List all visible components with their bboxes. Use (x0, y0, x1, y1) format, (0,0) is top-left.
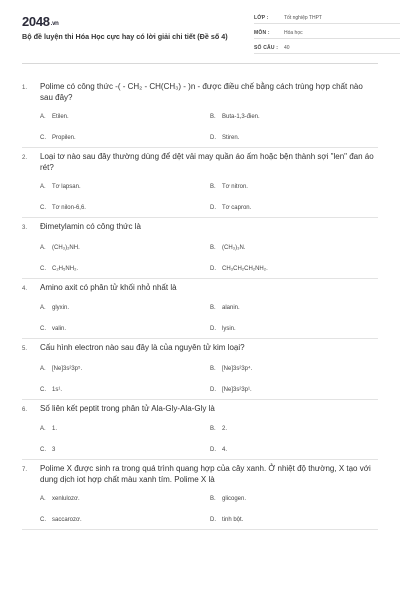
question-number: 5. (22, 346, 28, 352)
option-text: 4. (222, 447, 228, 453)
option-letter: A. (40, 496, 46, 502)
option-text: Propilen. (52, 135, 76, 141)
option-letter: A. (40, 365, 46, 372)
option-text: [Ne]3s²3p⁴. (222, 365, 253, 372)
option-letter: C. (40, 135, 46, 141)
option-letter: B. (210, 114, 216, 120)
option-text: [Ne]3s²3p¹. (222, 386, 252, 393)
question-text: Đimetylamin có công thức là (40, 222, 141, 231)
option-text: tinh bột. (222, 517, 244, 523)
option-text: Etilen. (52, 114, 69, 120)
answer-options (22, 183, 378, 212)
option-letter: D. (210, 265, 216, 272)
answer-option[interactable] (209, 495, 378, 503)
answer-options (22, 244, 378, 273)
answer-option[interactable] (40, 204, 209, 212)
site-logo[interactable] (22, 14, 59, 29)
option-letter: D. (210, 386, 216, 393)
meta-value: Hóa học (284, 29, 303, 36)
question-item (22, 218, 378, 279)
option-letter: D. (210, 326, 216, 332)
option-text: glicogen. (222, 496, 247, 502)
answer-option[interactable] (209, 446, 378, 454)
answer-option[interactable] (209, 516, 378, 524)
question-text: Loại tơ nào sau đây thường dùng để dệt vải may quần áo ấm hoặc bện thành sợi "len" đan áo rét? (40, 152, 374, 172)
option-text: glyxin. (52, 305, 70, 311)
question-number: 7. (22, 467, 28, 473)
question-list (22, 64, 378, 530)
option-letter: B. (210, 496, 216, 502)
option-letter: A. (40, 305, 46, 311)
option-text: saccarozơ. (52, 517, 82, 523)
answer-options (22, 425, 378, 454)
answer-option[interactable] (209, 134, 378, 142)
answer-option[interactable] (209, 425, 378, 433)
option-text: valin. (52, 326, 67, 332)
question-number: 2. (22, 155, 28, 161)
option-letter: A. (40, 426, 46, 432)
option-text: Tơ lapsan. (52, 184, 81, 190)
question-item (22, 400, 378, 461)
option-text: Tơ nitron. (222, 184, 248, 190)
meta-row-question-count (254, 42, 400, 54)
option-letter: C. (40, 517, 46, 523)
option-text: Tơ nilon-6,6. (52, 205, 86, 211)
option-text: xenlulozơ. (52, 496, 80, 502)
option-letter: C. (40, 326, 46, 332)
option-text: 1s¹. (52, 386, 63, 393)
option-text: (CH₃)₂NH. (52, 244, 80, 251)
question-item (22, 279, 378, 340)
question-text: Cấu hình electron nào sau đây là của nguyên tử kim loại? (40, 343, 245, 352)
option-letter: B. (210, 184, 216, 190)
answer-option[interactable] (209, 365, 378, 373)
option-text: CH₃CH₂CH₂NH₂. (222, 265, 268, 272)
document-meta (254, 12, 400, 57)
question-text: Polime có công thức -( - CH₂ - CH(CH₃) - )n - được điều chế bằng cách trùng hợp chất nào sau đây? (40, 82, 363, 102)
option-letter: B. (210, 365, 216, 372)
document-title: Bộ đề luyện thi Hóa Học cực hay có lời giải chi tiết (Đề số 4) (22, 32, 228, 41)
option-text: Buta-1,3-đien. (222, 114, 260, 120)
answer-option[interactable] (40, 365, 209, 373)
option-text: 2. (222, 426, 228, 432)
question-text: Polime X được sinh ra trong quá trình quang hợp của cây xanh. Ở nhiệt độ thường, X tạo với dung dịch iot hợp chất màu xanh tím. Polime X là (40, 464, 371, 484)
answer-option[interactable] (209, 113, 378, 121)
question-item (22, 148, 378, 218)
option-text: (CH₃)₃N. (222, 244, 246, 251)
answer-option[interactable] (40, 304, 209, 312)
question-number: 3. (22, 225, 28, 231)
answer-option[interactable] (40, 386, 209, 394)
answer-option[interactable] (40, 134, 209, 142)
answer-option[interactable] (209, 183, 378, 191)
option-letter: C. (40, 447, 46, 453)
answer-option[interactable] (40, 446, 209, 454)
option-letter: D. (210, 517, 216, 523)
option-letter: B. (210, 305, 216, 311)
answer-option[interactable] (209, 386, 378, 394)
option-text: Tơ capron. (222, 205, 252, 211)
option-letter: A. (40, 114, 46, 120)
answer-options (22, 365, 378, 394)
answer-option[interactable] (40, 325, 209, 333)
logo-suffix: .vn (50, 21, 59, 27)
question-stem (22, 404, 378, 416)
answer-options (22, 113, 378, 142)
option-text: Stiren. (222, 135, 240, 141)
answer-option[interactable] (40, 244, 209, 252)
answer-option[interactable] (209, 304, 378, 312)
meta-key: LỚP : (254, 14, 269, 21)
question-item (22, 460, 378, 530)
meta-row-subject (254, 27, 400, 39)
answer-option[interactable] (209, 325, 378, 333)
option-letter: B. (210, 426, 216, 432)
header (22, 0, 378, 64)
question-stem (22, 343, 378, 355)
option-letter: C. (40, 205, 46, 211)
question-number: 6. (22, 406, 28, 413)
question-item (22, 339, 378, 400)
answer-option[interactable] (209, 204, 378, 212)
answer-option[interactable] (209, 265, 378, 273)
option-letter: B. (210, 244, 216, 251)
question-stem (22, 82, 378, 103)
answer-option[interactable] (40, 113, 209, 121)
question-stem (22, 152, 378, 173)
answer-option[interactable] (40, 265, 209, 273)
answer-option[interactable] (40, 495, 209, 503)
option-text: alanin. (222, 305, 240, 311)
answer-options (22, 495, 378, 524)
question-number: 4. (22, 285, 28, 292)
answer-option[interactable] (40, 183, 209, 191)
question-item (22, 78, 378, 148)
logo-text: 2048 (22, 14, 50, 29)
question-text: Amino axit có phân tử khối nhỏ nhất là (40, 282, 177, 292)
option-letter: D. (210, 205, 216, 211)
option-text: lysin. (222, 326, 236, 332)
option-letter: A. (40, 244, 46, 251)
answer-option[interactable] (40, 516, 209, 524)
meta-value: 40 (284, 44, 290, 51)
meta-row-grade (254, 12, 400, 24)
question-number: 1. (22, 85, 28, 91)
meta-value: Tốt nghiệp THPT (284, 14, 322, 21)
option-letter: D. (210, 135, 216, 141)
option-letter: C. (40, 265, 46, 272)
question-text: Số liên kết peptit trong phân tử Ala-Gly-Ala-Gly là (40, 403, 215, 413)
option-letter: C. (40, 386, 46, 393)
meta-key: SỐ CÂU : (254, 44, 279, 51)
question-stem (22, 464, 378, 485)
option-text: [Ne]3s²3p⁵. (52, 365, 83, 372)
answer-option[interactable] (40, 425, 209, 433)
question-stem (22, 283, 378, 295)
meta-key: MÔN : (254, 29, 270, 36)
answer-option[interactable] (209, 244, 378, 252)
option-letter: A. (40, 184, 46, 190)
answer-options (22, 304, 378, 333)
question-stem (22, 222, 378, 234)
option-text: C₂H₅NH₂. (52, 265, 79, 272)
option-text: 3 (52, 447, 56, 453)
option-letter: D. (210, 447, 216, 453)
option-text: 1. (52, 426, 58, 432)
